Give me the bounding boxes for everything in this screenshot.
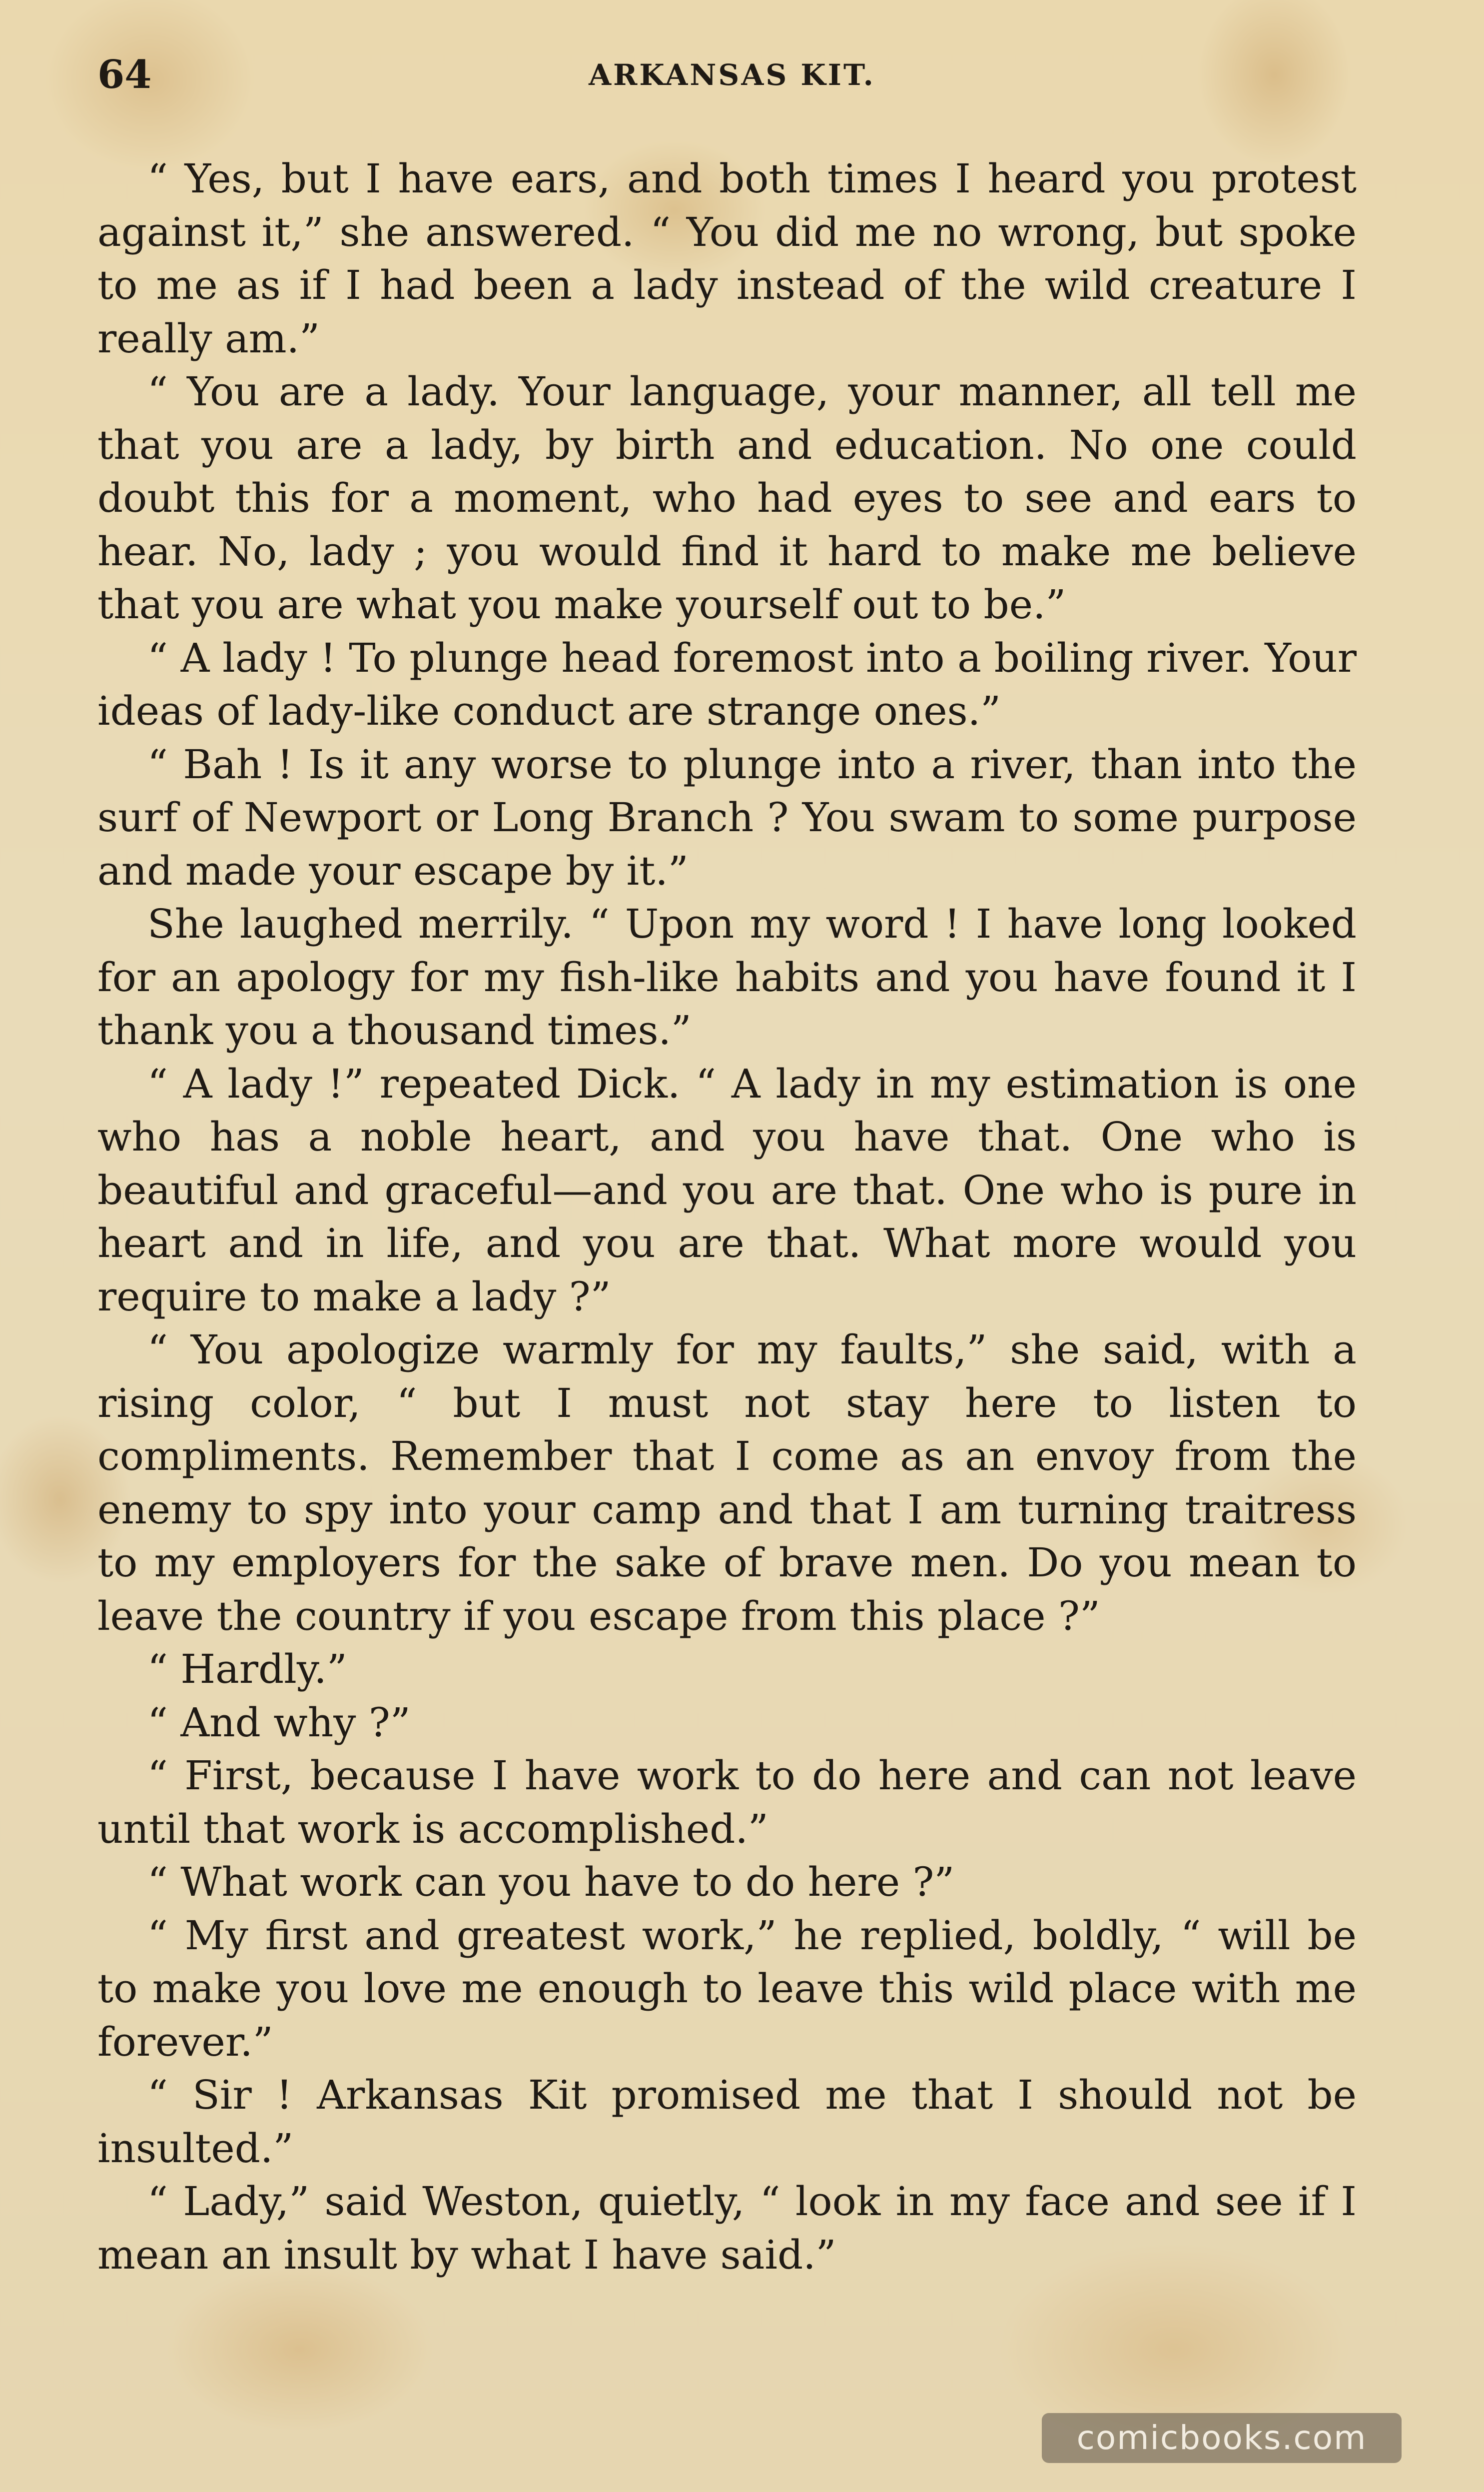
paragraph: “ Sir ! Arkansas Kit promised me that I should not be insulted.” — [97, 2072, 1357, 2172]
paragraph: “ And why ?” — [147, 1699, 411, 1746]
paragraph: “ You are a lady. Your language, your manner, all tell me that you are a lady, by birth and education. No one could doubt this for a moment, who had eyes to see and ears to hear. No, lady ; you would find it hard to make me believe that you are what you make yourself out to be.” — [97, 368, 1357, 628]
page-number: 64 — [97, 52, 152, 97]
paragraph: She laughed merrily. “ Upon my word ! I have long looked for an apology for my fish-like habits and you have found it I thank you a thousand times.” — [97, 901, 1357, 1054]
paragraph: “ Yes, but I have ears, and both times I heard you protest against it,” she answered. “ You did me no wrong, but spoke to me as if I had been a lady instead of the wild creature I really am.” — [97, 155, 1357, 362]
body-text — [97, 152, 1357, 2282]
paragraph: “ First, because I have work to do here and can not leave until that work is accomplished.” — [97, 1752, 1357, 1852]
watermark-badge: comicbooks.com — [1042, 2413, 1402, 2463]
paragraph: “ What work can you have to do here ?” — [147, 1859, 955, 1905]
running-head: ARKANSAS KIT. — [589, 58, 875, 92]
paragraph: “ Lady,” said Weston, quietly, “ look in my face and see if I mean an insult by what I have said.” — [97, 2178, 1357, 2278]
page-header — [97, 47, 1367, 102]
paragraph: “ You apologize warmly for my faults,” she said, with a rising color, “ but I must not stay here to listen to compliments. Remember that I come as an envoy from the enemy to spy into your camp and that I am turning traitress to my employers for the sake of brave men. Do you mean to leave the country if you escape from this place ?” — [97, 1326, 1357, 1639]
paragraph: “ A lady ! To plunge head foremost into a boiling river. Your ideas of lady-like conduct are strange ones.” — [97, 634, 1357, 734]
paragraph: “ Bah ! Is it any worse to plunge into a river, than into the surf of Newport or Long Branch ? You swam to some purpose and made your escape by it.” — [97, 741, 1357, 894]
paragraph: “ My first and greatest work,” he replied, boldly, “ will be to make you love me enough to leave this wild place with me forever.” — [97, 1912, 1357, 2065]
paragraph: “ Hardly.” — [147, 1646, 347, 1692]
paragraph: “ A lady !” repeated Dick. “ A lady in my estimation is one who has a noble heart, and you have that. One who is beautiful and graceful—and you are that. One who is pure in heart and in life, and you are that. What more would you require to make a lady ?” — [97, 1060, 1357, 1320]
